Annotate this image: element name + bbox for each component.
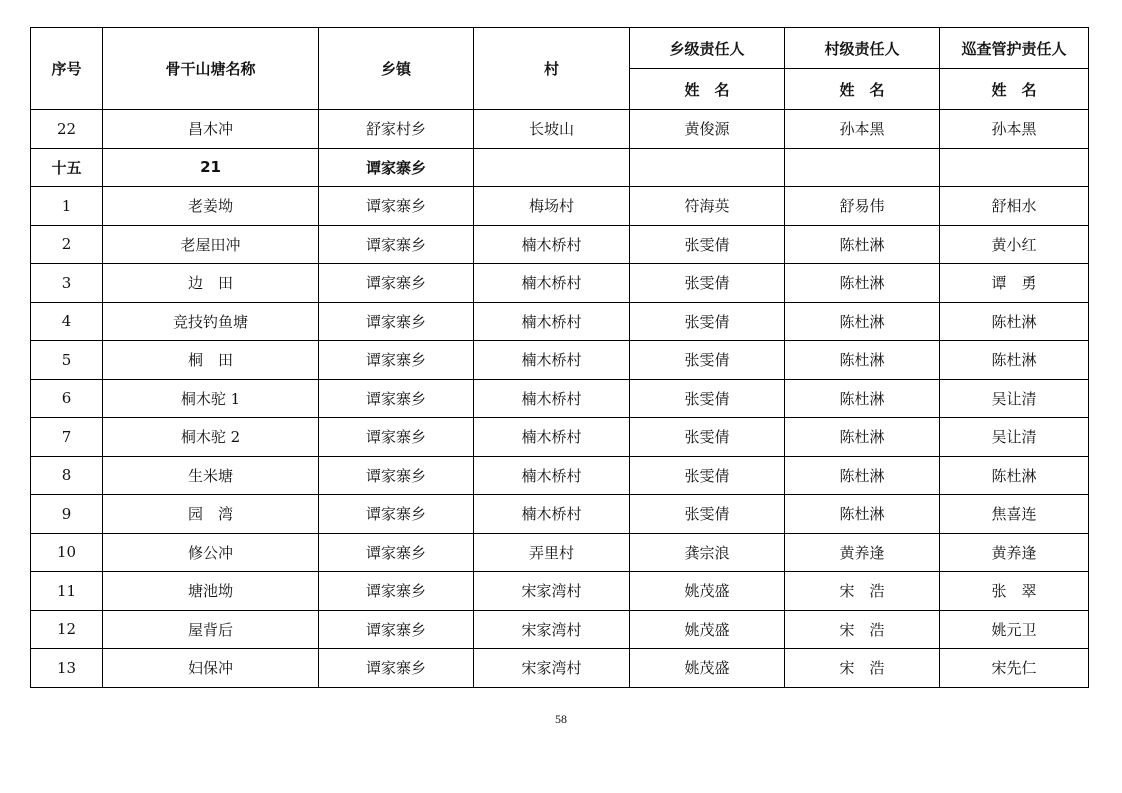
cell-seq: 6	[31, 379, 103, 418]
cell-pond-name: 屋背后	[103, 610, 319, 649]
table-row	[31, 379, 1089, 418]
cell-township: 谭家寨乡	[319, 495, 474, 534]
header-township-responsible: 乡级责任人	[630, 28, 785, 69]
header-name-label: 姓 名	[630, 69, 785, 110]
cell-village: 楠木桥村	[474, 264, 630, 303]
table-row	[31, 187, 1089, 226]
cell-township-responsible: 张雯倩	[630, 418, 785, 457]
cell-village: 楠木桥村	[474, 225, 630, 264]
cell-pond-name: 边 田	[103, 264, 319, 303]
cell-pond-name: 昌木冲	[103, 110, 319, 149]
table-row	[31, 110, 1089, 149]
cell-pond-name: 园 湾	[103, 495, 319, 534]
cell-village: 梅场村	[474, 187, 630, 226]
cell-seq: 5	[31, 341, 103, 380]
cell-township-responsible: 张雯倩	[630, 341, 785, 380]
cell-township-responsible: 姚茂盛	[630, 572, 785, 611]
cell-seq: 十五	[31, 148, 103, 187]
cell-patrol-responsible: 吴让清	[940, 379, 1089, 418]
cell-pond-name: 塘池坳	[103, 572, 319, 611]
cell-village: 宋家湾村	[474, 572, 630, 611]
cell-township: 谭家寨乡	[319, 533, 474, 572]
cell-seq: 8	[31, 456, 103, 495]
cell-patrol-responsible: 黄养逢	[940, 533, 1089, 572]
cell-pond-name: 桐木驼 2	[103, 418, 319, 457]
table-row	[31, 610, 1089, 649]
cell-village-responsible	[785, 148, 940, 187]
cell-patrol-responsible: 吴让清	[940, 418, 1089, 457]
cell-village-responsible: 陈杜淋	[785, 302, 940, 341]
cell-township: 谭家寨乡	[319, 649, 474, 688]
cell-village	[474, 148, 630, 187]
cell-seq: 2	[31, 225, 103, 264]
cell-patrol-responsible: 焦喜连	[940, 495, 1089, 534]
cell-township: 舒家村乡	[319, 110, 474, 149]
cell-township: 谭家寨乡	[319, 302, 474, 341]
header-township: 乡镇	[319, 28, 474, 110]
cell-township-responsible: 姚茂盛	[630, 610, 785, 649]
header-name-label: 姓 名	[785, 69, 940, 110]
cell-township: 谭家寨乡	[319, 379, 474, 418]
cell-village-responsible: 宋 浩	[785, 572, 940, 611]
cell-village-responsible: 舒易伟	[785, 187, 940, 226]
cell-village-responsible: 陈杜淋	[785, 456, 940, 495]
cell-village-responsible: 陈杜淋	[785, 225, 940, 264]
cell-township-responsible: 张雯倩	[630, 302, 785, 341]
cell-seq: 12	[31, 610, 103, 649]
cell-pond-name: 桐 田	[103, 341, 319, 380]
cell-patrol-responsible: 孙本黑	[940, 110, 1089, 149]
cell-village: 宋家湾村	[474, 610, 630, 649]
cell-patrol-responsible: 张 翠	[940, 572, 1089, 611]
table-row	[31, 495, 1089, 534]
cell-pond-name: 生米塘	[103, 456, 319, 495]
table-row	[31, 341, 1089, 380]
table-row	[31, 302, 1089, 341]
cell-patrol-responsible: 黄小红	[940, 225, 1089, 264]
cell-patrol-responsible: 姚元卫	[940, 610, 1089, 649]
cell-pond-name: 桐木驼 1	[103, 379, 319, 418]
header-name-label: 姓 名	[940, 69, 1089, 110]
cell-township: 谭家寨乡	[319, 225, 474, 264]
cell-patrol-responsible: 舒相水	[940, 187, 1089, 226]
cell-village-responsible: 宋 浩	[785, 649, 940, 688]
table-body	[31, 110, 1089, 688]
cell-township: 谭家寨乡	[319, 572, 474, 611]
cell-village: 楠木桥村	[474, 302, 630, 341]
cell-seq: 7	[31, 418, 103, 457]
cell-village-responsible: 陈杜淋	[785, 379, 940, 418]
cell-village-responsible: 陈杜淋	[785, 341, 940, 380]
cell-pond-name: 竞技钓鱼塘	[103, 302, 319, 341]
table-row	[31, 649, 1089, 688]
cell-patrol-responsible: 宋先仁	[940, 649, 1089, 688]
table-row	[31, 533, 1089, 572]
cell-patrol-responsible: 谭 勇	[940, 264, 1089, 303]
cell-township: 谭家寨乡	[319, 456, 474, 495]
cell-township-responsible: 龚宗浪	[630, 533, 785, 572]
cell-patrol-responsible	[940, 148, 1089, 187]
cell-seq: 22	[31, 110, 103, 149]
header-seq: 序号	[31, 28, 103, 110]
cell-township: 谭家寨乡	[319, 187, 474, 226]
cell-township-responsible	[630, 148, 785, 187]
header-pond-name: 骨干山塘名称	[103, 28, 319, 110]
cell-seq: 3	[31, 264, 103, 303]
cell-village-responsible: 陈杜淋	[785, 418, 940, 457]
cell-pond-name: 老姜坳	[103, 187, 319, 226]
cell-township-responsible: 姚茂盛	[630, 649, 785, 688]
cell-patrol-responsible: 陈杜淋	[940, 341, 1089, 380]
cell-township-responsible: 黄俊源	[630, 110, 785, 149]
cell-township-responsible: 张雯倩	[630, 264, 785, 303]
table-row	[31, 572, 1089, 611]
cell-village-responsible: 陈杜淋	[785, 264, 940, 303]
table-row	[31, 456, 1089, 495]
cell-township: 谭家寨乡	[319, 148, 474, 187]
cell-township-responsible: 张雯倩	[630, 379, 785, 418]
header-village: 村	[474, 28, 630, 110]
reservoir-responsibility-table	[30, 27, 1089, 688]
cell-seq: 4	[31, 302, 103, 341]
cell-village: 楠木桥村	[474, 379, 630, 418]
cell-patrol-responsible: 陈杜淋	[940, 302, 1089, 341]
cell-township-responsible: 张雯倩	[630, 225, 785, 264]
table-row	[31, 264, 1089, 303]
table-group-row	[31, 148, 1089, 187]
cell-pond-name: 妇保冲	[103, 649, 319, 688]
cell-patrol-responsible: 陈杜淋	[940, 456, 1089, 495]
cell-village-responsible: 宋 浩	[785, 610, 940, 649]
cell-township: 谭家寨乡	[319, 341, 474, 380]
table-row	[31, 225, 1089, 264]
cell-village-responsible: 黄养逢	[785, 533, 940, 572]
cell-seq: 11	[31, 572, 103, 611]
cell-township: 谭家寨乡	[319, 418, 474, 457]
cell-village: 长坡山	[474, 110, 630, 149]
cell-township-responsible: 符海英	[630, 187, 785, 226]
cell-township: 谭家寨乡	[319, 264, 474, 303]
cell-village-responsible: 陈杜淋	[785, 495, 940, 534]
cell-seq: 9	[31, 495, 103, 534]
cell-village: 楠木桥村	[474, 418, 630, 457]
cell-village: 楠木桥村	[474, 456, 630, 495]
cell-seq: 13	[31, 649, 103, 688]
cell-village: 宋家湾村	[474, 649, 630, 688]
header-village-responsible: 村级责任人	[785, 28, 940, 69]
cell-pond-name: 修公冲	[103, 533, 319, 572]
cell-seq: 10	[31, 533, 103, 572]
header-patrol-responsible: 巡查管护责任人	[940, 28, 1089, 69]
cell-township-responsible: 张雯倩	[630, 456, 785, 495]
cell-village: 弄里村	[474, 533, 630, 572]
cell-pond-name: 21	[103, 148, 319, 187]
page-number: 58	[555, 712, 567, 726]
table-row	[31, 418, 1089, 457]
cell-township-responsible: 张雯倩	[630, 495, 785, 534]
cell-village: 楠木桥村	[474, 341, 630, 380]
cell-township: 谭家寨乡	[319, 610, 474, 649]
cell-village: 楠木桥村	[474, 495, 630, 534]
cell-pond-name: 老屋田冲	[103, 225, 319, 264]
cell-seq: 1	[31, 187, 103, 226]
cell-village-responsible: 孙本黑	[785, 110, 940, 149]
